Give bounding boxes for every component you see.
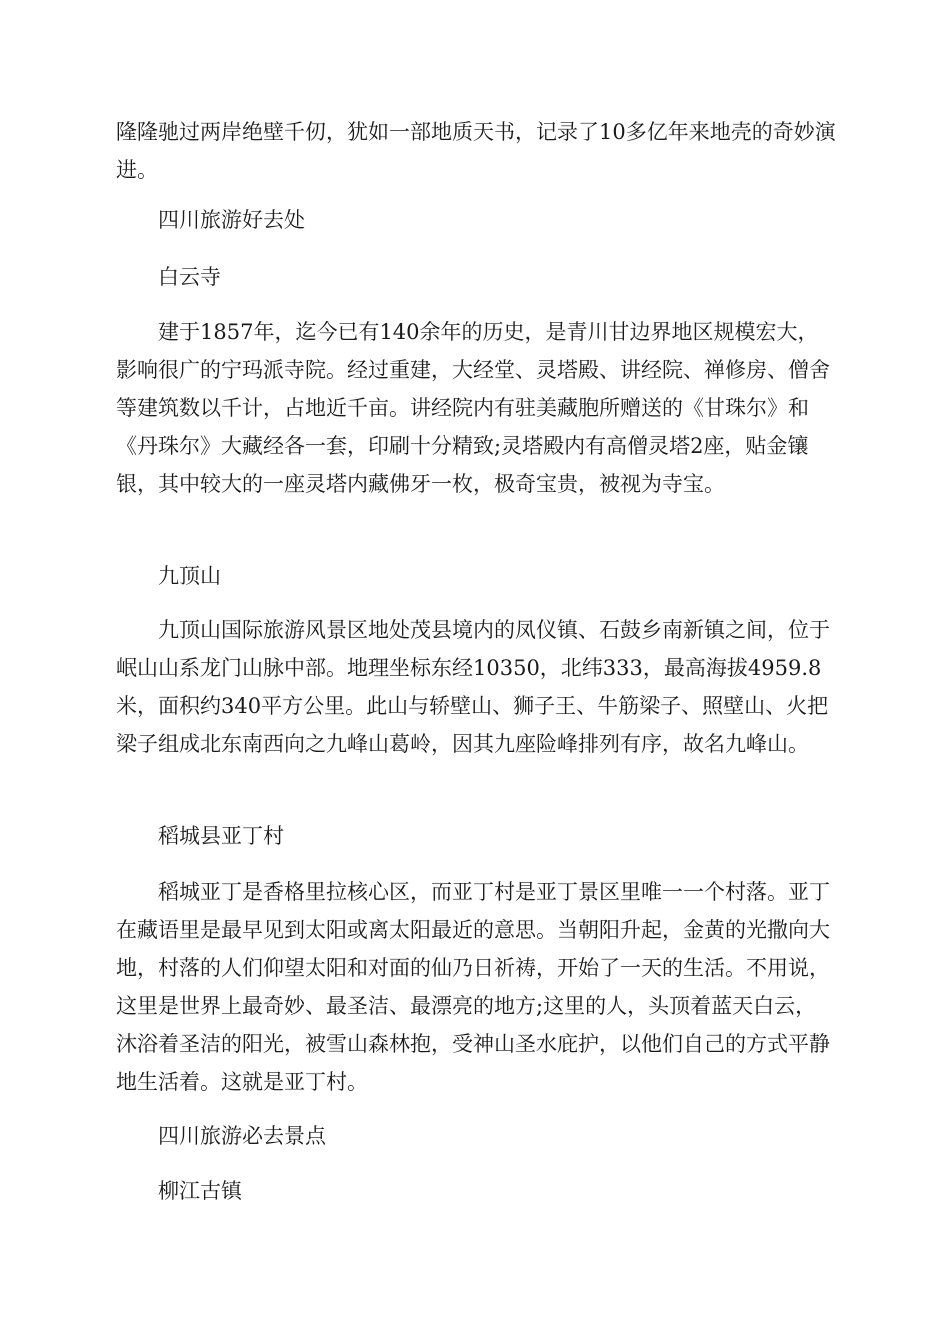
subheading-liujiang-town: 柳江古镇 [158,1179,242,1203]
subheading-jiuding-mountain: 九顶山 [158,564,221,588]
paragraph-baiyun-temple: 建于1857年，迄今已有140余年的历史，是青川甘边界地区规模宏大，影响很广的宁玛派寺院。经过重建，大经堂、灵塔殿、讲经院、禅修房、僧舍等建筑数以千计，占地近千亩。讲经院内有驻美藏胞所赠送的《甘珠尔》和《丹珠尔》大藏经各一套，印刷十分精致;灵塔殿内有高僧灵塔2座，贴金镶银，其中较大的一座灵塔内藏佛牙一枚，极奇宝贵，被视为寺宝。 [116,320,830,496]
subheading-baiyun-temple: 白云寺 [158,265,221,289]
paragraph-yading-village: 稻城亚丁是香格里拉核心区，而亚丁村是亚丁景区里唯一一个村落。亚丁在藏语里是最早见到太阳或离太阳最近的意思。当朝阳升起，金黄的光撒向大地，村落的人们仰望太阳和对面的仙乃日祈祷，开始了一天的生活。不用说，这里是世界上最奇妙、最圣洁、最漂亮的地方;这里的人，头顶着蓝天白云，沐浴着圣洁的阳光，被雪山森林抱，受神山圣水庇护，以他们自己的方式平静地生活着。这就是亚丁村。 [116,880,830,1094]
subheading-yading-village: 稻城县亚丁村 [158,824,284,848]
section-heading-good-places: 四川旅游好去处 [158,208,305,232]
section-heading-must-visit: 四川旅游必去景点 [158,1124,326,1148]
paragraph-jiuding-mountain: 九顶山国际旅游风景区地处茂县境内的凤仪镇、石鼓乡南新镇之间，位于岷山山系龙门山脉中部。地理坐标东经10350，北纬333，最高海拔4959.8米，面积约340平方公里。此山与轿壁山、狮子王、牛筋梁子、照壁山、火把梁子组成北东南西向之九峰山葛岭，因其九座险峰排列有序，故名九峰山。 [116,618,830,756]
continuation-paragraph: 隆隆驰过两岸绝壁千仞，犹如一部地质天书，记录了10多亿年来地壳的奇妙演进。 [116,120,836,182]
